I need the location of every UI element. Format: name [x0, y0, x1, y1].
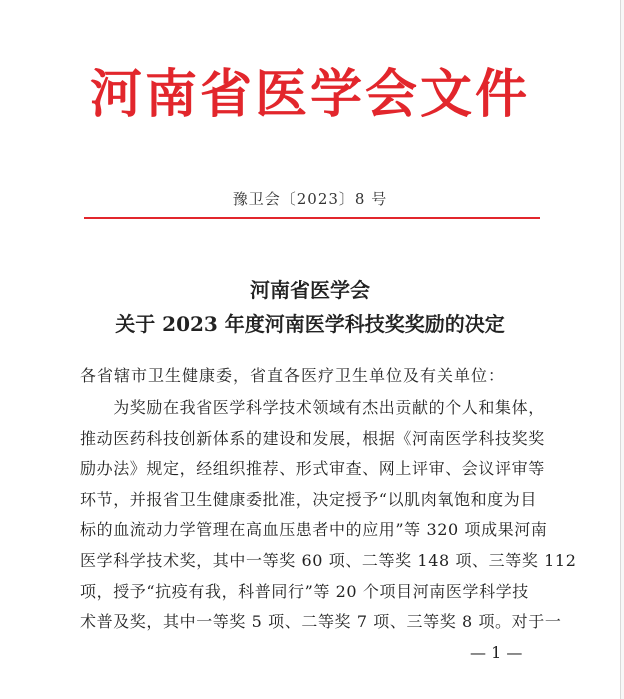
document-number: 豫卫会〔2023〕8 号 [232, 190, 388, 208]
body-line: 环节，并报省卫生健康委批准，决定授予“以肌肉氧饱和度为目 [80, 489, 537, 509]
document-title-line2: 关于 2023 年度河南医学科技奖奖励的决定 [115, 312, 505, 336]
page-number: — 1 — [470, 643, 523, 662]
document-title-line1: 河南省医学会 [250, 278, 370, 302]
body-text [80, 393, 577, 638]
body-line: 项，授予“抗疫有我，科普同行”等 20 个项目河南医学科学技 [80, 581, 529, 601]
body-line: 为奖励在我省医学科学技术领域有杰出贡献的个人和集体， [80, 398, 545, 417]
body-line: 励办法》规定，经组织推荐、形式审查、网上评审、会议评审等 [80, 459, 545, 479]
red-divider-line [84, 217, 540, 219]
body-line: 推动医药科技创新体系的建设和发展，根据《河南医学科技奖奖 [80, 428, 545, 448]
body-line: 标的血流动力学管理在高血压患者中的应用”等 320 项成果河南 [80, 520, 548, 540]
body-line: 医学科学技术奖，其中一等奖 60 项、二等奖 148 项、三等奖 112 [80, 550, 577, 570]
red-header-title: 河南省医学会文件 [89, 65, 530, 125]
body-line: 术普及奖，其中一等奖 5 项、二等奖 7 项、三等奖 8 项。对于一 [80, 612, 562, 632]
salutation: 各省辖市卫生健康委，省直各医疗卫生单位及有关单位： [80, 366, 506, 385]
